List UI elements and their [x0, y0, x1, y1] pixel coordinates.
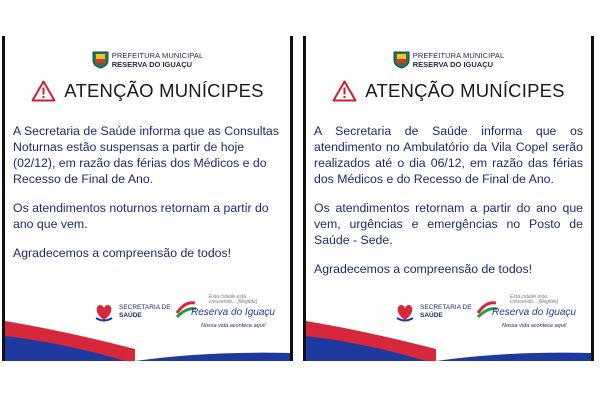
secretaria-label-1: SECRETARIA DE: [119, 304, 171, 311]
reserva-name: Reserva do Iguaçu: [191, 307, 275, 318]
reserva-name: Reserva do Iguaçu: [492, 307, 576, 318]
reserva-logo: [476, 295, 586, 335]
heart-hands-icon: [394, 301, 416, 323]
title-row: [5, 80, 290, 102]
crest-icon: [393, 50, 410, 69]
page-title: ATENÇÃO MUNÍCIPES: [365, 80, 565, 101]
municipal-header: [306, 50, 591, 69]
municipal-header: [5, 50, 290, 69]
paragraph: Os atendimentos noturnos retornam a partir do ano que vem.: [13, 201, 269, 231]
paragraph: A Secretaria de Saúde informa que os atendimento no Ambulatório da Vila Copel serão realizados até o dia 06/12, em razão das férias dos Médicos e do Recesso de Final de Ano.: [314, 124, 583, 186]
paragraph: Agradecemos a compreensão de todos!: [314, 262, 533, 276]
notice-body: [314, 123, 583, 290]
heart-hands-icon: [93, 301, 115, 323]
secretaria-logo: [93, 301, 171, 323]
header-line-2: RESERVA DO IGUAÇU: [412, 59, 494, 69]
paragraph: Os atendimentos retornam a partir do ano que vem, urgências e emergências no Posto de Saúde - Sede.: [314, 201, 583, 247]
paragraph: Agradecemos a compreensão de todos!: [13, 246, 232, 260]
reserva-slogan: Nossa vida acontece aqui!: [502, 323, 567, 329]
page-title: ATENÇÃO MUNÍCIPES: [64, 80, 264, 101]
reserva-slogan: Nossa vida acontece aqui!: [201, 323, 266, 329]
warning-icon: [31, 80, 56, 102]
title-row: [306, 80, 591, 102]
header-line-1: PREFEITURA MUNICIPAL: [412, 50, 505, 60]
reserva-tagline: Esta cidade está crescendo... [illegible]: [510, 294, 559, 305]
footer: [306, 291, 591, 361]
reserva-logo: [175, 295, 285, 335]
notice-panel-2: [303, 36, 594, 361]
footer: [5, 291, 290, 361]
secretaria-label-2: SAÚDE: [119, 312, 142, 319]
secretaria-label-2: SAÚDE: [420, 312, 443, 319]
header-line-2: RESERVA DO IGUAÇU: [111, 59, 193, 69]
notice-body: [13, 123, 282, 274]
secretaria-label-1: SECRETARIA DE: [420, 304, 472, 311]
warning-icon: [332, 80, 357, 102]
secretaria-logo: [394, 301, 472, 323]
paragraph: A Secretaria de Saúde informa que as Consultas Noturnas estão suspensas a partir de hoje (02/12), em razão das férias dos Médicos e do Recesso de Final de Ano.: [13, 124, 279, 186]
reserva-tagline: Esta cidade está crescendo... [illegible]: [209, 294, 258, 305]
header-line-1: PREFEITURA MUNICIPAL: [111, 50, 204, 60]
notice-panel-1: [2, 36, 293, 361]
crest-icon: [92, 50, 109, 69]
